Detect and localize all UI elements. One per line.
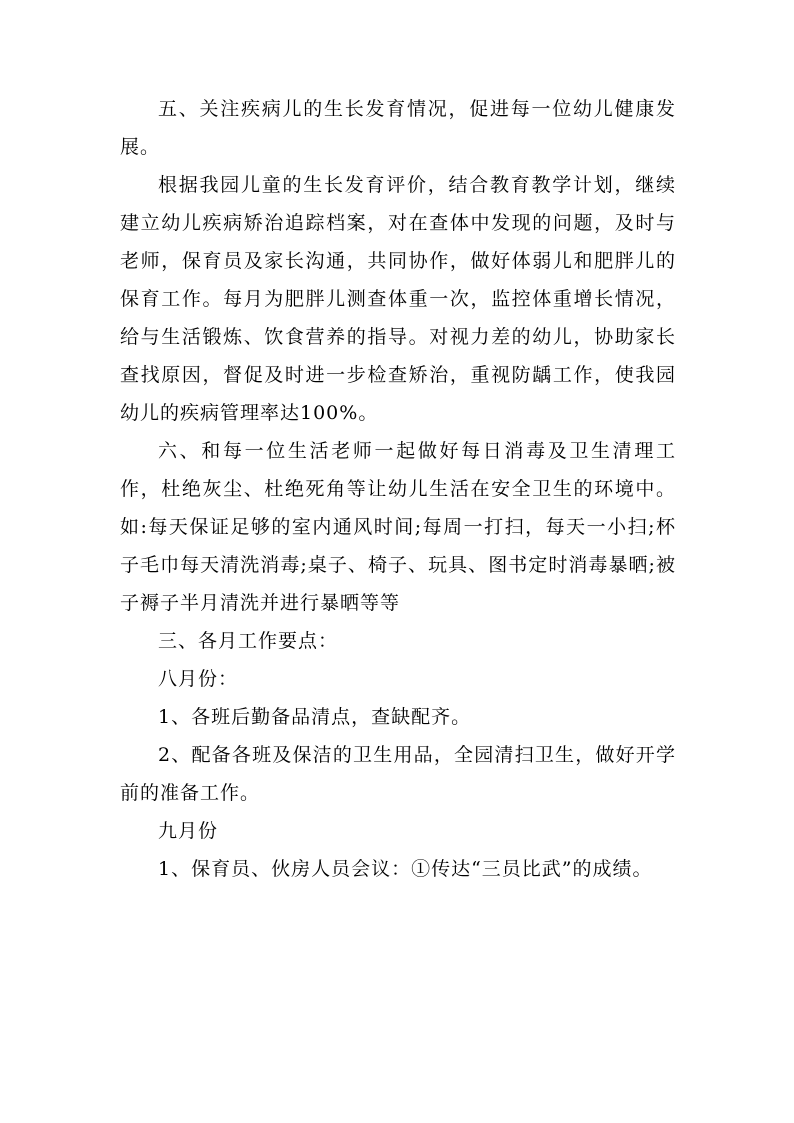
paragraph-august-item-1: 1、各班后勤备品清点，查缺配齐。	[158, 706, 472, 728]
paragraph-august-heading: 八月份：	[158, 668, 239, 690]
paragraph-section-5-heading: 五、关注疾病儿的生长发育情况，促进每一位幼儿健康发展。	[120, 98, 676, 158]
paragraph-monthly-key-points-heading: 三、各月工作要点：	[158, 630, 339, 652]
paragraph-september-item-1: 1、保育员、伙房人员会议：①传达“三员比武”的成绩。	[158, 858, 653, 880]
paragraph-growth-evaluation: 根据我园儿童的生长发育评价，结合教育教学计划，继续建立幼儿疾病矫治追踪档案，对在查体中发现的问题，及时与老师，保育员及家长沟通，共同协作，做好体弱儿和肥胖儿的保育工作。每月为肥胖儿测查体重一次，监控体重增长情况，给与生活锻炼、饮食营养的指导。对视力差的幼儿，协助家长查找原因，督促及时进一步检查矫治，重视防龋工作，使我园幼儿的疾病管理率达100%。	[120, 174, 676, 424]
paragraph-august-item-2: 2、配备各班及保洁的卫生用品，全园清扫卫生，做好开学前的准备工作。	[120, 744, 676, 804]
paragraph-september-heading: 九月份	[158, 820, 219, 842]
document-body	[120, 90, 676, 888]
paragraph-section-6-disinfection: 六、和每一位生活老师一起做好每日消毒及卫生清理工作，杜绝灰尘、杜绝死角等让幼儿生活在安全卫生的环境中。如:每天保证足够的室内通风时间;每周一打扫，每天一小扫;杯子毛巾每天清洗消毒;桌子、椅子、玩具、图书定时消毒暴晒;被子褥子半月清洗并进行暴晒等等	[120, 440, 676, 614]
